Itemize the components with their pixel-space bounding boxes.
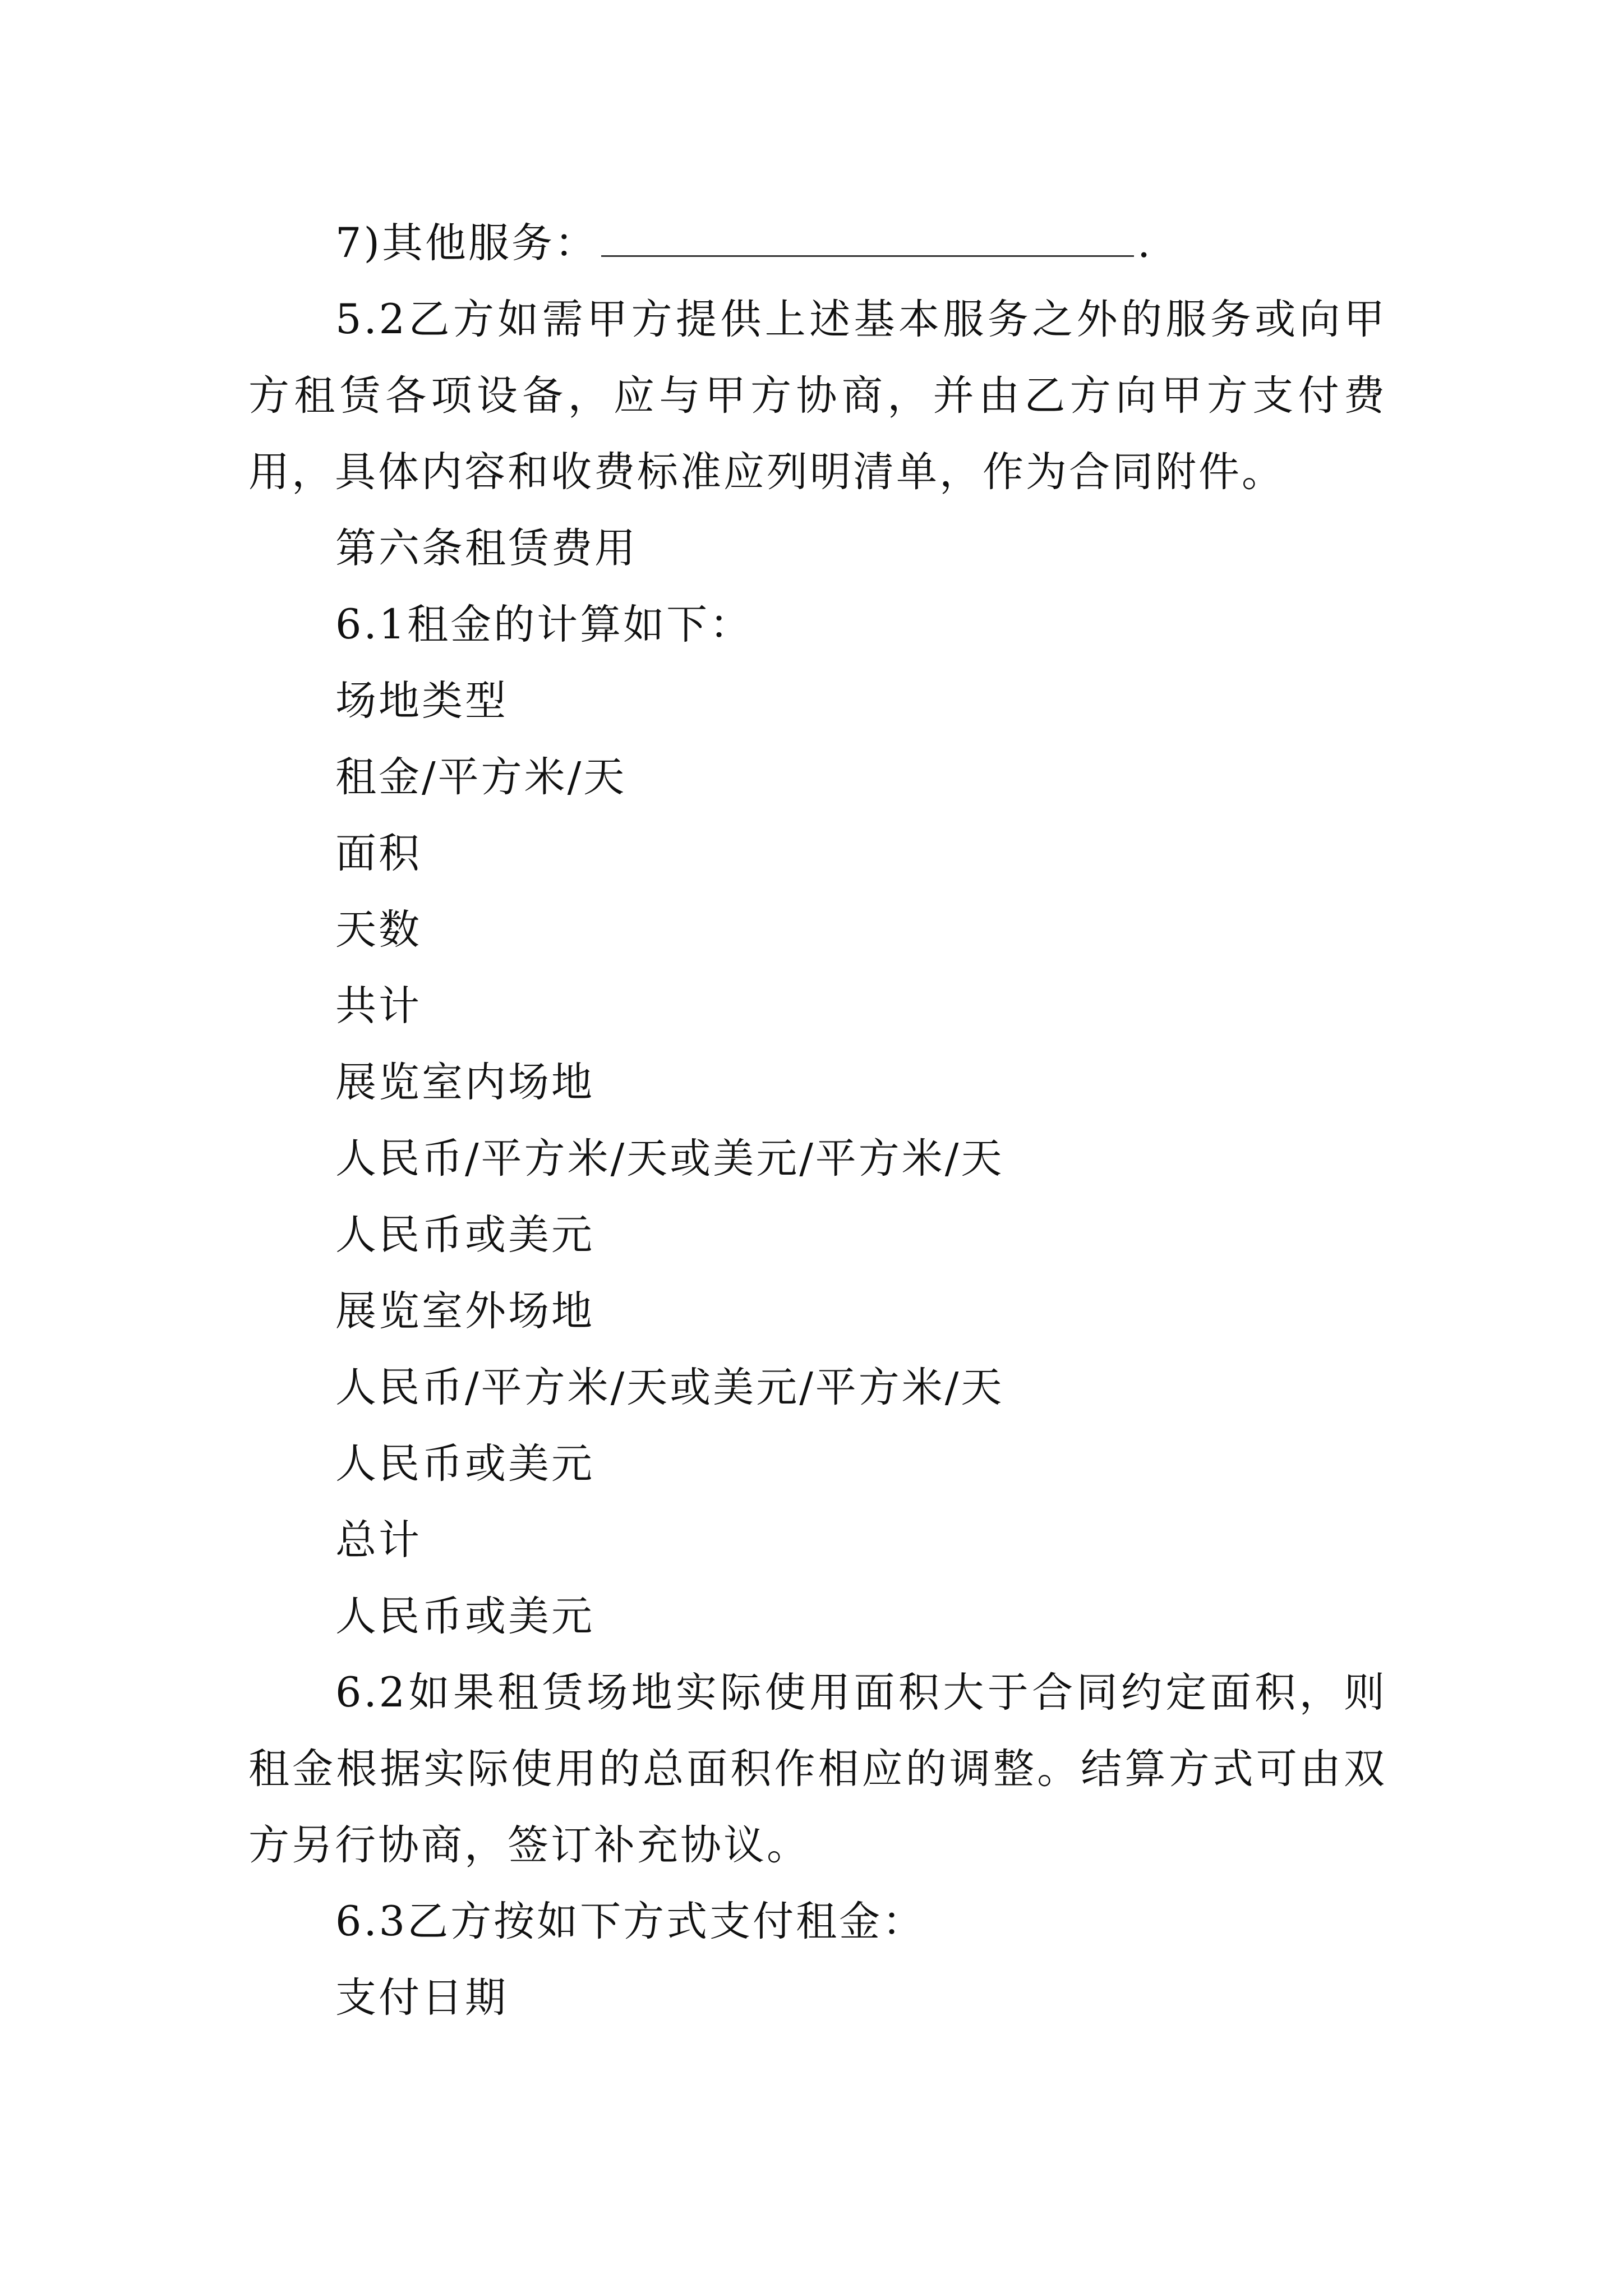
item-7-label: 7)其他服务：	[335, 219, 598, 267]
paragraph-5-2: 5.2乙方如需甲方提供上述基本服务之外的服务或向甲方租赁各项设备，应与甲方协商，并由乙方向甲方支付费用，具体内容和收费标准应列明清单，作为合同附件。	[248, 296, 1387, 496]
table-line: 人民币或美元	[335, 1440, 594, 1488]
table-line: 场地类型	[335, 677, 508, 725]
blank-underline	[601, 219, 1134, 257]
paragraph-6-1: 6.1租金的计算如下：	[335, 601, 753, 648]
item-7-line	[335, 205, 1468, 282]
table-line: 共计	[335, 982, 422, 1030]
table-line: 人民币/平方米/天或美元/平方米/天	[335, 1364, 1004, 1411]
table-line: 展览室外场地	[335, 1287, 594, 1335]
table-line: 展览室内场地	[335, 1059, 594, 1106]
payment-date-label: 支付日期	[335, 1974, 508, 2022]
table-line: 天数	[335, 906, 422, 954]
article-6-title: 第六条租赁费用	[335, 524, 638, 572]
paragraph-6-2: 6.2如果租赁场地实际使用面积大于合同约定面积，则租金根据实际使用的总面积作相应的调整。结算方式可由双方另行协商，签订补充协议。	[248, 1669, 1387, 1869]
table-line: 租金/平方米/天	[335, 753, 627, 801]
paragraph-6-3: 6.3乙方按如下方式支付租金：	[335, 1898, 926, 1945]
item-7-end: .	[1137, 219, 1153, 267]
table-line: 面积	[335, 830, 422, 877]
table-line: 人民币或美元	[335, 1211, 594, 1259]
table-line: 人民币或美元	[335, 1593, 594, 1640]
table-line: 人民币/平方米/天或美元/平方米/天	[335, 1135, 1004, 1182]
table-line: 总计	[335, 1516, 422, 1564]
